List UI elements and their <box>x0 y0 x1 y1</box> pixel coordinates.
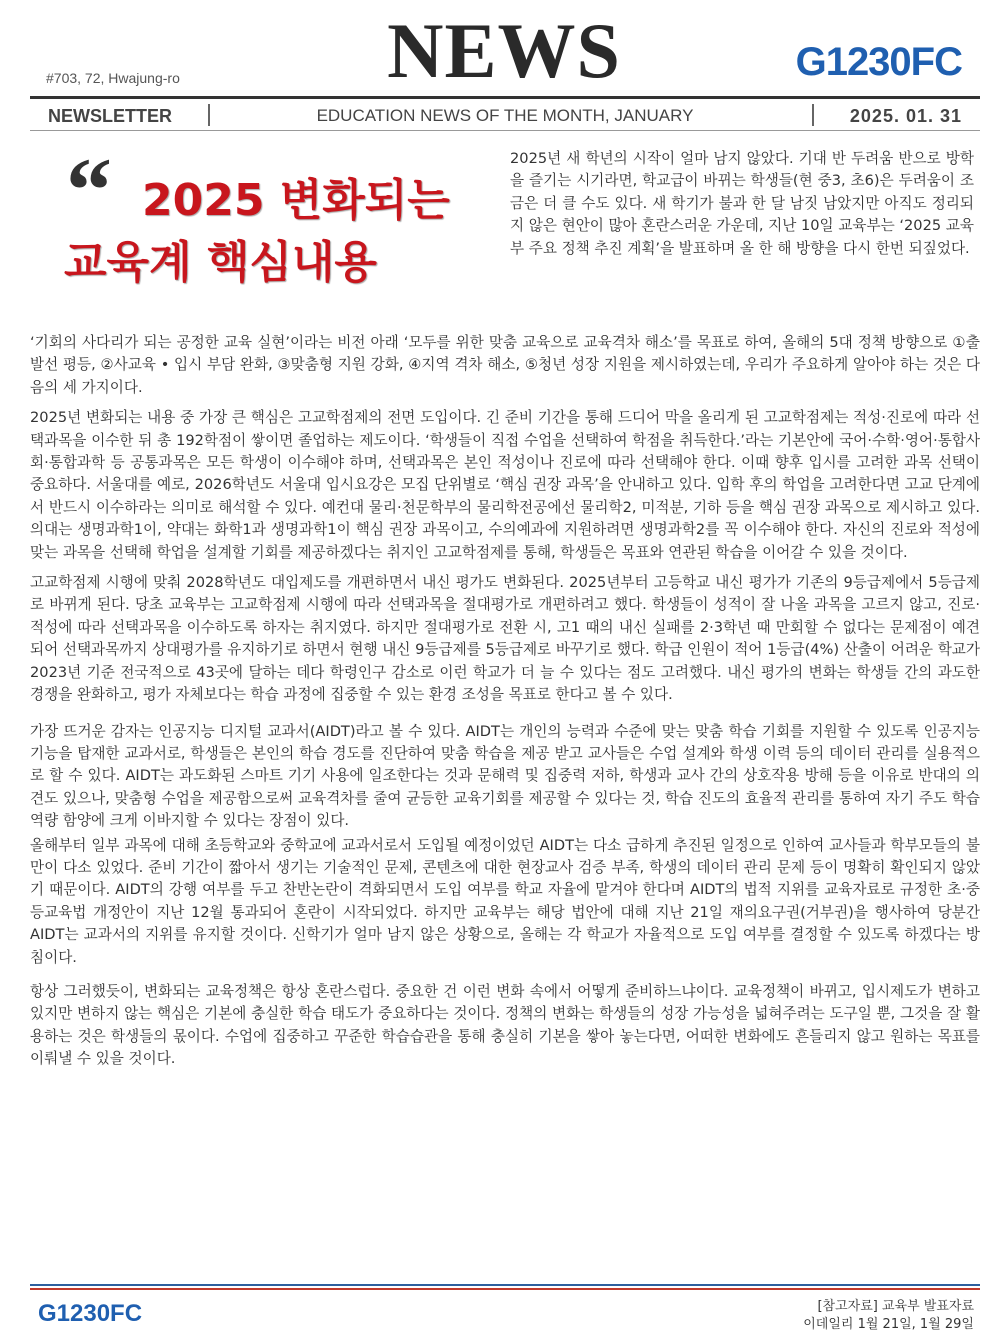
subheader-bar <box>30 100 980 130</box>
footer-brand-logo: G1230FC <box>38 1300 143 1327</box>
article-paragraph: 가장 뜨거운 감자는 인공지능 디지털 교과서(AIDT)라고 볼 수 있다. AIDT는 개인의 능력과 수준에 맞는 맞춤 학습 기회를 지원할 수 있도록 인공지능 기능을 탑재한 교과서로, 학생들은 본인의 학습 경도를 진단하여 맞춤 학습을 제공 받고 교사들은 수업 설계와 학생 이력 등의 데이터 관리를 실용적으로 할 수 있다. AIDT는 과도화된 스마트 기기 사용에 일조한다는 것과 문해력 및 집중력 저하, 학생과 교사 간의 상호작용 방해 등을 이유로 반대의 의견도 있으나, 맞춤형 수업을 제공함으로써 교육격차를 줄여 균등한 교육기회를 제공할 수 있다는 것, 학습 진도의 효율적 관리를 통하여 자기 주도 학습 역량 함양에 크게 이바지할 수 있다는 장점이 있다. <box>30 722 980 830</box>
quote-mark-icon: “ <box>66 139 112 241</box>
reference-line-2: 이데일리 1월 21일, 1월 29일 <box>803 1317 974 1332</box>
newsletter-subtitle: EDUCATION NEWS OF THE MONTH, JANUARY <box>316 106 694 125</box>
section-label: NEWSLETTER <box>48 106 172 126</box>
article-paragraph: 고교학점제 시행에 맞춰 2028학년도 대입제도를 개편하면서 내신 평가도 변화된다. 2025년부터 고등학교 내신 평가가 기존의 9등급제에서 5등급제로 바뀌게 된다. 당초 교육부는 고교학점제 시행에 따라 선택과목을 절대평가로 개편하려고 했다. 학생들이 성적이 잘 나올 과목을 고르지 않고, 진로·적성에 따라 선택과목을 이수하도록 하자는 취지였다. 하지만 절대평가로 전환 시, 고1 때의 내신 실패를 2·3학년 때 만회할 수 없다는 문제점이 예견되어 선택과목까지 상대평가를 유지하기로 하면서 현행 내신 9등급제를 5등급제로 바꾸기로 했다. 학급 인원이 적어 1등급(4%) 산출이 어려운 학교가 2023년 기준 전국적으로 43곳에 달하는 데다 학령인구 감소로 이런 학교가 더 늘 수 있다는 점도 고려했다. 내신 평가의 변화는 학생들 간의 과도한 경쟁을 완화하고, 평가 자체보다는 학습 과정에 집중할 수 있는 환경 조성을 목표로 한다고 볼 수 있다. <box>30 574 980 704</box>
headline-line-1: 2025 변화되는 <box>142 175 450 226</box>
footer-rule-red <box>30 1288 980 1290</box>
article-body <box>30 332 980 1079</box>
article-paragraph: 2025년 변화되는 내용 중 가장 큰 핵심은 고교학점제의 전면 도입이다. 긴 준비 기간을 통해 드디어 막을 올리게 된 고교학점제는 적성·진로에 따라 선택과목을 이수한 뒤 총 192학점이 쌓이면 졸업하는 제도이다. ‘학생들이 직접 수업을 선택하여 학점을 취득한다.’라는 기본안에 국어·수학·영어·통합사회·통합과학 등 공통과목은 모든 학생이 이수해야 하며, 선택과목은 본인 적성이나 진로에 따라 선택해야 한다. 이때 향후 입시를 고려한 과목 선택이 중요하다. 서울대를 예로, 2026학년도 서울대 입시요강은 모집 단위별로 ‘핵심 권장 과목’을 안내하고 있다. 입학 후의 학업을 고려한다면 고교 단계에서 반드시 이수하라는 의미로 해석할 수 있다. 예컨대 물리·천문학부의 물리학전공에선 물리학2, 미적분, 기하 등을 핵심 권장 과목으로 제시하고 있다. 의대는 생명과학1이, 약대는 화학1과 생명과학1이 핵심 권장 과목이고, 수의예과에 지원하려면 생명과학2를 꼭 이수해야 한다. 자신의 진로와 적성에 맞는 과목을 선택해 학업을 설계할 기회를 제공하겠다는 취지인 고교학점제를 통해, 학생들은 목표와 연관된 학습을 이어갈 수 있을 것이다. <box>30 409 980 561</box>
headline-block <box>60 139 510 300</box>
subheader-rule <box>30 130 980 131</box>
issue-date: 2025. 01. 31 <box>849 106 962 126</box>
references <box>803 1298 974 1334</box>
brand-logo: G1230FC <box>795 40 962 84</box>
separator-right <box>812 104 814 126</box>
article-paragraph: ‘기회의 사다리가 되는 공정한 교육 실현’이라는 비전 아래 ‘모두를 위한 맞춤 교육으로 교육격차 해소’를 목표로 하여, 올해의 5대 정책 방향으로 ①출발선 평등, ②사교육 • 입시 부담 완화, ③맞춤형 지원 강화, ④지역 격차 해소, ⑤청년 성장 지원을 제시하였는데, 우리가 주요하게 알아야 하는 것은 다음의 세 가지이다. <box>30 334 980 396</box>
reference-line-1: [참고자료] 교육부 발표자료 <box>817 1299 974 1314</box>
lead-paragraph: 2025년 새 학년의 시작이 얼마 남지 않았다. 기대 반 두려움 반으로 방학을 즐기는 시기라면, 학교급이 바뀌는 학생들(현 중3, 초6)은 두려움이 조금은 더 클 수도 있다. 새 학기가 불과 한 달 남짓 남았지만 아직도 정리되지 않은 현안이 많아 혼란스러운 가운데, 지난 10일 교육부는 ‘2025 교육부 주요 정책 추진 계획’을 발표하며 올 한 해 방향을 다시 한번 되짚었다. <box>510 150 974 257</box>
article-paragraph: 항상 그러했듯이, 변화되는 교육정책은 항상 혼란스럽다. 중요한 건 이런 변화 속에서 어떻게 준비하느냐이다. 교육정책이 바뀌고, 입시제도가 변하고 있지만 변하지 않는 핵심은 기본에 충실한 학습 태도가 중요하다는 것이다. 정책의 변화는 학생들의 성장 가능성을 넓혀주려는 도구일 뿐, 그것을 잘 활용하는 것은 학생들의 몫이다. 수업에 집중하고 꾸준한 학습습관을 통해 충실히 기본을 쌓아 놓는다면, 어떠한 변화에도 흔들리지 않고 원하는 목표를 이뤄낼 수 있을 것이다. <box>30 982 980 1068</box>
address: #703, 72, Hwajung-ro <box>46 70 180 86</box>
article-paragraph: 올해부터 일부 과목에 대해 초등학교와 중학교에 교과서로서 도입될 예정이었던 AIDT는 다소 급하게 추진된 일정으로 인하여 교사들과 학부모들의 불만이 다소 있었다. 준비 기간이 짧아서 생기는 기술적인 문제, 콘텐츠에 대한 현장교사 검증 부족, 학생의 데이터 관리 문제 등이 명확히 확인되지 않았기 때문이다. AIDT의 강행 여부를 두고 찬반논란이 격화되면서 도입 여부를 학교 자율에 맡겨야 한다며 AIDT의 법적 지위를 교육자료로 규정한 초·중등교육법 개정안이 지난 12월 통과되어 혼란이 시작되었다. 하지만 교육부는 해당 법안에 대해 지난 21일 재의요구권(거부권)을 행사하여 당분간 AIDT는 교과서의 지위를 유지할 것이다. 신학기가 얼마 남지 않은 상황으로, 올해는 각 학교가 자율적으로 도입 여부를 결정할 수 있도록 하겠다는 방침이다. <box>30 836 980 966</box>
headline-line-2: 교육계 핵심내용 <box>64 237 377 288</box>
footer-rule-blue <box>30 1284 980 1286</box>
masthead-title: NEWS <box>387 7 621 94</box>
top-rule <box>30 96 980 99</box>
